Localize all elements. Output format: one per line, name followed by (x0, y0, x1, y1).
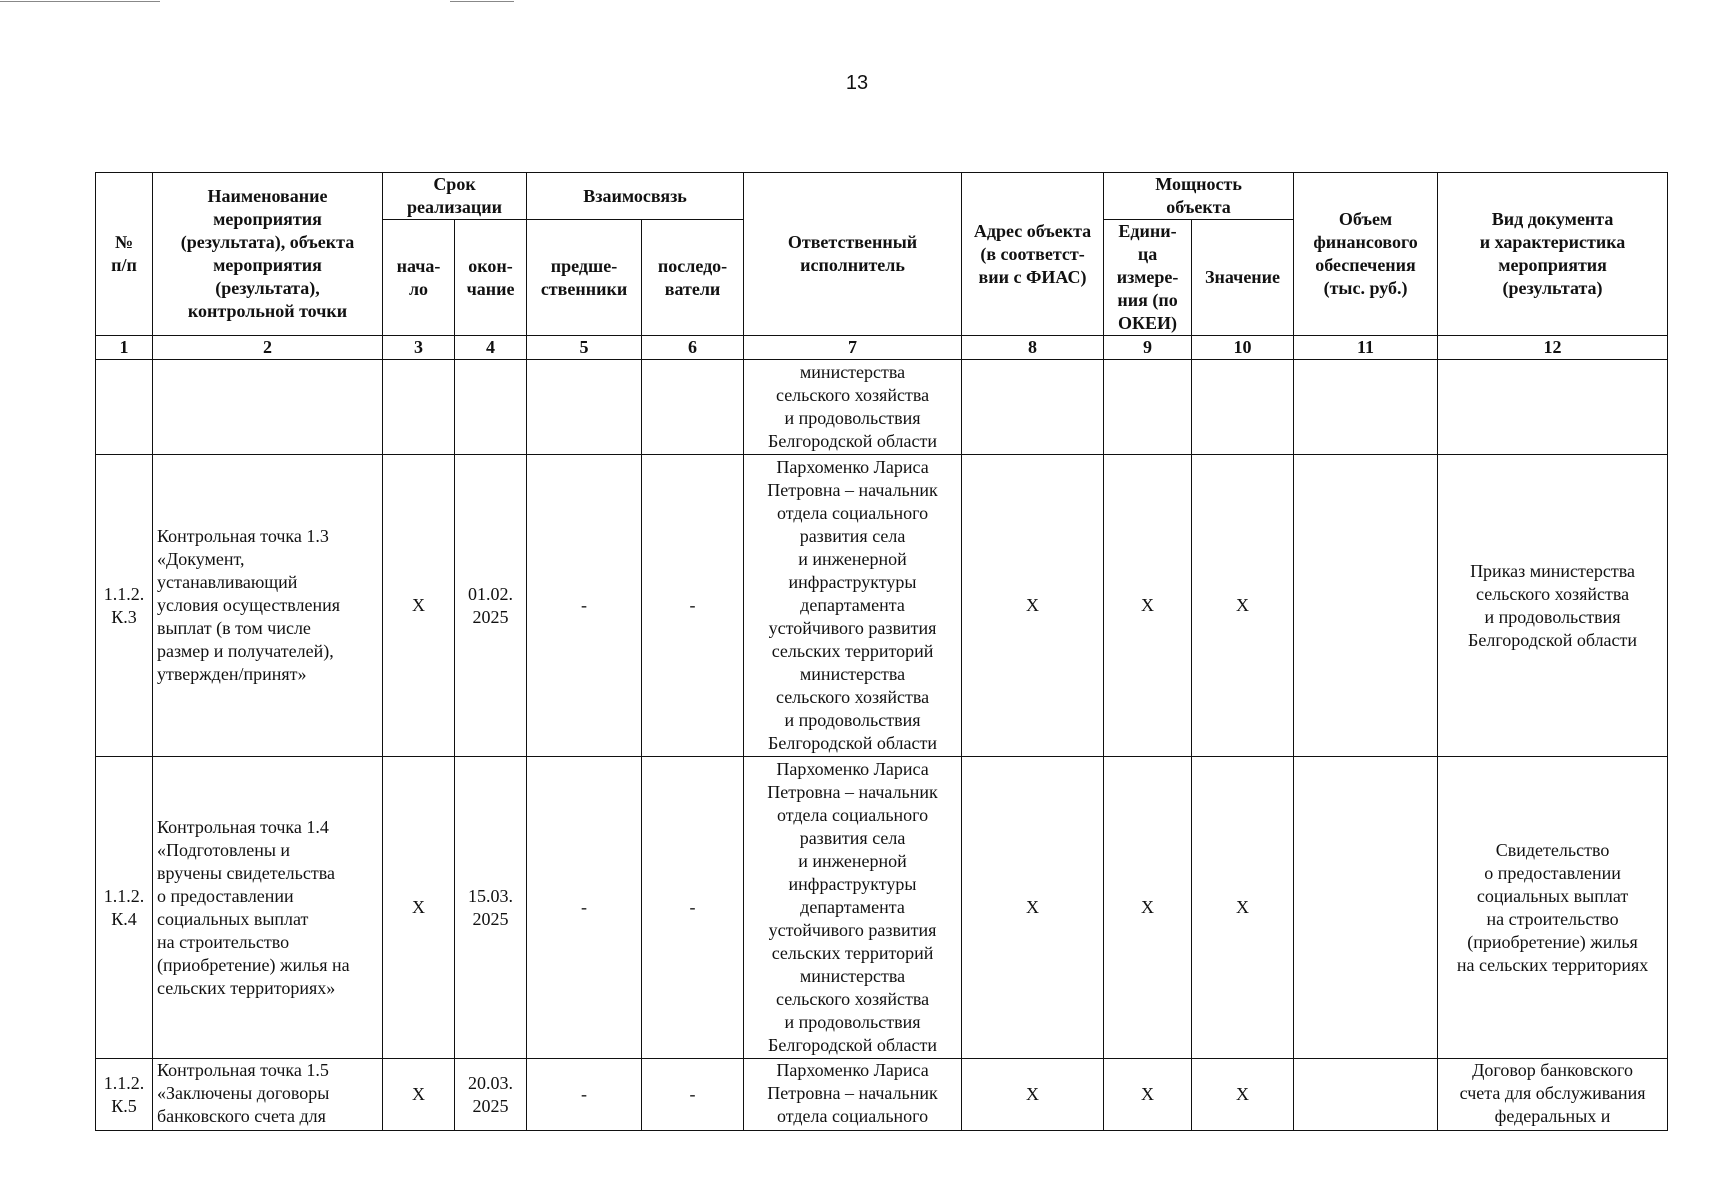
cell-name: Контрольная точка 1.5 «Заключены договоры банковского счета для (153, 1059, 383, 1131)
cell-predecessors: - (527, 757, 642, 1059)
cell-unit (1104, 360, 1192, 455)
cell-end (455, 360, 527, 455)
column-number: 2 (153, 336, 383, 360)
column-number-row (96, 336, 1668, 360)
header-unit: Едини- ца измере- ния (по ОКЕИ) (1104, 220, 1192, 336)
cell-successors: - (642, 757, 744, 1059)
header-start: нача- ло (383, 220, 455, 336)
cell-address: X (962, 455, 1104, 757)
cell-value: X (1192, 455, 1294, 757)
column-number: 9 (1104, 336, 1192, 360)
column-number: 4 (455, 336, 527, 360)
cell-finance (1294, 455, 1438, 757)
plan-table (95, 172, 1668, 1131)
scan-edge-line (450, 1, 514, 2)
header-group-term: Срок реализации (383, 173, 527, 220)
table-row (96, 455, 1668, 757)
cell-unit: X (1104, 757, 1192, 1059)
cell-executor: Пархоменко Лариса Петровна – начальник отдела социального развития села и инженерной инфраструктуры департамента устойчивого развития сельских территорий министерства сельского хозяйства и продовольствия Белгородской области (744, 455, 962, 757)
cell-value (1192, 360, 1294, 455)
cell-name (153, 360, 383, 455)
cell-document: Договор банковского счета для обслуживания федеральных и (1438, 1059, 1668, 1131)
cell-finance (1294, 1059, 1438, 1131)
cell-finance (1294, 757, 1438, 1059)
cell-number (96, 360, 153, 455)
cell-end: 15.03. 2025 (455, 757, 527, 1059)
cell-name: Контрольная точка 1.3 «Документ, устанавливающий условия осуществления выплат (в том числе размер и получателей), утвержден/принят» (153, 455, 383, 757)
cell-value: X (1192, 1059, 1294, 1131)
header-executor: Ответственный исполнитель (744, 173, 962, 336)
cell-start: X (383, 455, 455, 757)
cell-document: Приказ министерства сельского хозяйства и продовольствия Белгородской области (1438, 455, 1668, 757)
cell-successors: - (642, 1059, 744, 1131)
cell-successors (642, 360, 744, 455)
cell-unit: X (1104, 455, 1192, 757)
column-number: 5 (527, 336, 642, 360)
cell-successors: - (642, 455, 744, 757)
cell-unit: X (1104, 1059, 1192, 1131)
header-value: Значение (1192, 220, 1294, 336)
column-number: 1 (96, 336, 153, 360)
cell-value: X (1192, 757, 1294, 1059)
cell-predecessors: - (527, 1059, 642, 1131)
cell-address: X (962, 1059, 1104, 1131)
header-group-relation: Взаимосвязь (527, 173, 744, 220)
header-finance: Объем финансового обеспечения (тыс. руб.) (1294, 173, 1438, 336)
column-number: 8 (962, 336, 1104, 360)
header-number: № п/п (96, 173, 153, 336)
cell-number: 1.1.2. К.3 (96, 455, 153, 757)
column-number: 10 (1192, 336, 1294, 360)
cell-document (1438, 360, 1668, 455)
page-number: 13 (845, 72, 869, 94)
column-number: 3 (383, 336, 455, 360)
table-row (96, 757, 1668, 1059)
cell-address: X (962, 757, 1104, 1059)
cell-start (383, 360, 455, 455)
header-address: Адрес объекта (в соответст- вии с ФИАС) (962, 173, 1104, 336)
cell-end: 01.02. 2025 (455, 455, 527, 757)
cell-finance (1294, 360, 1438, 455)
cell-predecessors: - (527, 455, 642, 757)
header-predecessors: предше- ственники (527, 220, 642, 336)
cell-executor: Пархоменко Лариса Петровна – начальник отдела социального развития села и инженерной инфраструктуры департамента устойчивого развития сельских территорий министерства сельского хозяйства и продовольствия Белгородской области (744, 757, 962, 1059)
cell-start: X (383, 1059, 455, 1131)
cell-executor: Пархоменко Лариса Петровна – начальник отдела социального (744, 1059, 962, 1131)
column-number: 11 (1294, 336, 1438, 360)
cell-address (962, 360, 1104, 455)
cell-document: Свидетельство о предоставлении социальных выплат на строительство (приобретение) жилья на сельских территориях (1438, 757, 1668, 1059)
column-number: 7 (744, 336, 962, 360)
cell-number: 1.1.2. К.5 (96, 1059, 153, 1131)
cell-executor: министерства сельского хозяйства и продовольствия Белгородской области (744, 360, 962, 455)
header-name: Наименование мероприятия (результата), объекта мероприятия (результата), контрольной точки (153, 173, 383, 336)
header-end: окон- чание (455, 220, 527, 336)
cell-name: Контрольная точка 1.4 «Подготовлены и вручены свидетельства о предоставлении социальных выплат на строительство (приобретение) жилья на сельских территориях» (153, 757, 383, 1059)
header-successors: последо- ватели (642, 220, 744, 336)
cell-end: 20.03. 2025 (455, 1059, 527, 1131)
scan-edge-line (0, 1, 160, 2)
header-group-capacity: Мощность объекта (1104, 173, 1294, 220)
table-row (96, 360, 1668, 455)
cell-number: 1.1.2. К.4 (96, 757, 153, 1059)
cell-start: X (383, 757, 455, 1059)
column-number: 12 (1438, 336, 1668, 360)
table-row (96, 1059, 1668, 1131)
cell-predecessors (527, 360, 642, 455)
header-document: Вид документа и характеристика мероприятия (результата) (1438, 173, 1668, 336)
column-number: 6 (642, 336, 744, 360)
